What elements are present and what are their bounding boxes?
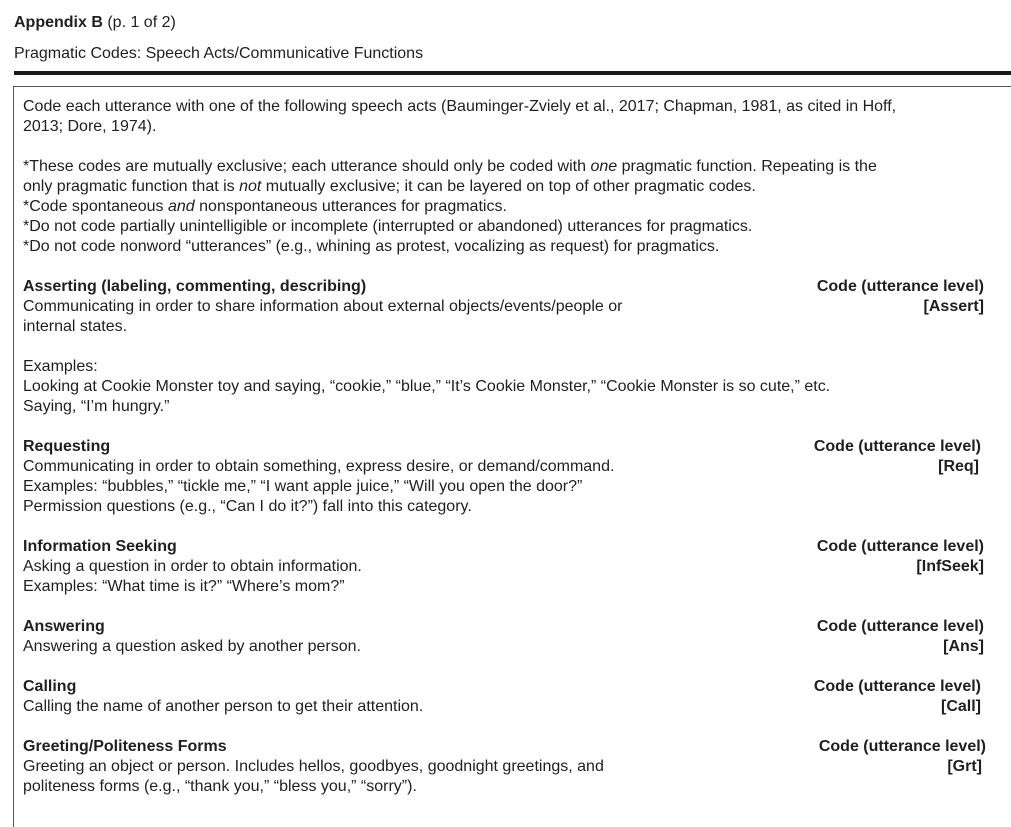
requesting-desc-3: Permission questions (e.g., “Can I do it?”) fall into this category.	[23, 498, 472, 515]
page-note: (p. 1 of 2)	[107, 14, 176, 31]
greeting-desc-1: Greeting an object or person. Includes hellos, goodbyes, goodnight greetings, and	[23, 758, 604, 775]
appendix-title	[14, 13, 176, 33]
asserting-desc-1: Communicating in order to share information about external objects/events/people or	[23, 298, 623, 315]
intro-line-2: 2013; Dore, 1974).	[23, 118, 157, 135]
answering-desc-1: Answering a question asked by another person.	[23, 638, 361, 655]
note-unintelligible: *Do not code partially unintelligible or incomplete (interrupted or abandoned) utterances for pragmatics.	[23, 218, 753, 235]
requesting-code-header: Code (utterance level)	[813, 438, 981, 455]
info-seeking-code: [InfSeek]	[916, 558, 984, 575]
asserting-title: Asserting (labeling, commenting, describing)	[23, 278, 367, 295]
info-seeking-title: Information Seeking	[23, 538, 177, 555]
info-seeking-desc-1: Asking a question in order to obtain information.	[23, 558, 362, 575]
info-seeking-desc-2: Examples: “What time is it?” “Where’s mom?”	[23, 578, 345, 595]
greeting-code-header: Code (utterance level)	[818, 738, 986, 755]
answering-code: [Ans]	[943, 638, 984, 655]
asserting-code: [Assert]	[923, 298, 984, 315]
calling-code: [Call]	[941, 698, 981, 715]
calling-desc-1: Calling the name of another person to get their attention.	[23, 698, 424, 715]
note-spontaneous: *Code spontaneous and nonspontaneous utterances for pragmatics.	[23, 198, 507, 215]
info-seeking-code-header: Code (utterance level)	[816, 538, 984, 555]
asserting-desc-2: internal states.	[23, 318, 128, 335]
appendix-label: Appendix B	[14, 14, 103, 31]
intro-line-1: Code each utterance with one of the following speech acts (Bauminger-Zviely et al., 2017; Chapman, 1981, as cited in Hoff,	[23, 98, 897, 115]
calling-code-header: Code (utterance level)	[813, 678, 981, 695]
asserting-example-2: Saying, “I’m hungry.”	[23, 398, 170, 415]
asserting-examples-label: Examples:	[23, 358, 98, 375]
header-rule	[14, 71, 1011, 75]
requesting-code: [Req]	[938, 458, 979, 475]
greeting-code: [Grt]	[947, 758, 982, 775]
note-nonword: *Do not code nonword “utterances” (e.g., whining as protest, vocalizing as request) for pragmatics.	[23, 238, 720, 255]
requesting-desc-1: Communicating in order to obtain something, express desire, or demand/command.	[23, 458, 615, 475]
answering-title: Answering	[23, 618, 105, 635]
note-mutually-exclusive-cont: only pragmatic function that is not mutually exclusive; it can be layered on top of other pragmatic codes.	[23, 178, 756, 195]
asserting-code-header: Code (utterance level)	[816, 278, 984, 295]
asserting-example-1: Looking at Cookie Monster toy and saying, “cookie,” “blue,” “It’s Cookie Monster,” “Cookie Monster is so cute,” etc.	[23, 378, 831, 395]
greeting-desc-2: politeness forms (e.g., “thank you,” “bless you,” “sorry”).	[23, 778, 417, 795]
answering-code-header: Code (utterance level)	[816, 618, 984, 635]
document-subtitle: Pragmatic Codes: Speech Acts/Communicative Functions	[14, 45, 424, 62]
calling-title: Calling	[23, 678, 77, 695]
requesting-title: Requesting	[23, 438, 111, 455]
note-mutually-exclusive: *These codes are mutually exclusive; each utterance should only be coded with one pragmatic function. Repeating is the	[23, 158, 877, 175]
greeting-title: Greeting/Politeness Forms	[23, 738, 227, 755]
requesting-desc-2: Examples: “bubbles,” “tickle me,” “I want apple juice,” “Will you open the door?”	[23, 478, 583, 495]
